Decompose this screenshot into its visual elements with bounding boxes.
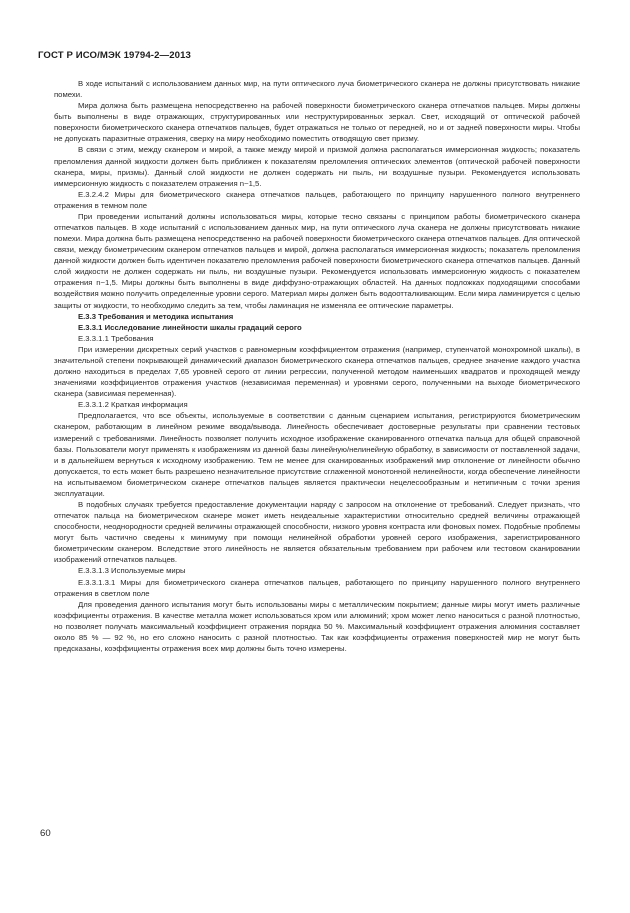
document-header: ГОСТ Р ИСО/МЭК 19794-2—2013 bbox=[38, 50, 191, 61]
subclause-heading: Е.3.2.4.2 Миры для биометрического сканера отпечатков пальцев, работающего по принципу нарушенного полного внутреннего отражения в темном поле bbox=[54, 189, 580, 210]
section-heading: Е.3.3 Требования и методика испытания bbox=[78, 311, 234, 321]
subclause-heading: Е.3.3.1.3 Используемые миры bbox=[78, 566, 186, 576]
document-body bbox=[54, 78, 580, 654]
paragraph: В ходе испытаний с использованием данных мир, на пути оптического луча биометрического сканера не должны присутствовать никакие помехи. bbox=[54, 79, 580, 100]
subclause-heading: Е.3.3.1.1 Требования bbox=[78, 333, 154, 343]
paragraph: При проведении испытаний должны использоваться миры, которые тесно связаны с принципом работы биометрического сканера отпечатков пальцев. В ходе испытаний с использованием данных мир, на пути оптического луча сканера не должны присутствовать никакие помехи. Мира должна быть размещена непосредственно на рабочей поверхности биометрического сканера отпечатков пальцев. Для оптической связи, между биометрическим сканером отпечатков пальцев и мирой, должна располагаться иммерсионная жидкость; показатель преломления данной жидкости должен быть идентичен показателю преломления рабочей поверхности биометрического сканера отпечатков пальцев. Данный слой жидкости не должен содержать ни пыль, ни воздушные пузыри. Рекомендуется использовать иммерсионную жидкость с показателем отражения n~1,5. Миры должны быть выполнены в виде диффузно-отражающих областей. На данных подложках подходящими способами воздействия можно получить определенные уровни серого. Материал миры должен быть водоотталкивающим. Если мира ламинируется с целью защиты от жидкости, то необходимо следить за тем, чтобы ламинация не изменяла ее оптические параметры. bbox=[54, 211, 580, 310]
subclause-heading: Е.3.3.1.3.1 Миры для биометрического сканера отпечатков пальцев, работающего по принципу нарушенного полного внутреннего отражения в светлом поле bbox=[54, 577, 580, 598]
section-heading: Е.3.3.1 Исследование линейности шкалы градаций серого bbox=[78, 322, 302, 332]
paragraph: Предполагается, что все объекты, используемые в соответствии с данным сценарием испытания, регистрируются биометрическим сканером, работающим в линейном режиме ввода/вывода. Линейность обеспечивает достоверные результаты при сравнении тестовых измерений с требованиями. Линейность позволяет получить исходное изображение сканированного отпечатка пальца для общей справочной базы. Пользователи могут применять к изображениям из данной базы линейную/нелинейную обработку, в зависимости от поставленной задачи, и в дальнейшем вернуться к исходному изображению. Тем не менее для сканированных изображений мир отклонение от линейности обычно допускается, то есть может быть разрешено незначительное присутствие сглаженной монотонной нелинейности, когда обеспечение линейности на испытываемом биометрическом сканере отпечатков пальцев является практически нецелесообразным и нетипичным с точки зрения эксплуатации. bbox=[54, 411, 580, 498]
page-number: 60 bbox=[40, 828, 51, 839]
paragraph: Мира должна быть размещена непосредственно на рабочей поверхности биометрического сканера отпечатков пальцев. Миры должны быть выполнены в виде отражающих, структурированных или неструктурированных зеркал. Свет, исходящий от оптической рабочей поверхности биометрического сканера отпечатков пальцев, будет отражаться не только от передней, но и от задней поверхности миры. Чтобы не допускать паразитные отражения, сверху на миру необходимо поместить отводящую свет призму. bbox=[54, 101, 580, 144]
paragraph: В подобных случаях требуется предоставление документации наряду с запросом на отклонение от требований. Следует признать, что отпечаток пальца на биометрическом сканере может иметь неидеальные характеристики относительно средней величины отражающей способности, неоднородности средней величины отражающей способности, низкого уровня контраста или фоновых помех. Подобные проблемы могут быть частично сведены к минимуму при помощи нелинейной обработки уровней серого изображения, зарегистрированного биометрическим сканером. Вследствие этого линейность не является обязательным требованием при рабочем или тестовом сканировании изображений отпечатков пальцев. bbox=[54, 499, 580, 565]
subclause-heading: Е.3.3.1.2 Краткая информация bbox=[78, 400, 188, 410]
paragraph: Для проведения данного испытания могут быть использованы миры с металлическим покрытием; данные миры могут иметь различные коэффициенты отражения. В качестве металла может использоваться хром или алюминий; хром может легко наноситься с разной плотностью, но позволяет получать максимальный коэффициент отражения порядка 50 %. Максимальный коэффициент отражения алюминия составляет около 85 % — 92 %, но его сложно наносить с разной плотностью. Так как коэффициенты отражения поверхностей мир не могут быть предсказаны, коэффициенты отражения всех мир должны быть точно измерены. bbox=[54, 599, 580, 653]
paragraph: В связи с этим, между сканером и мирой, а также между мирой и призмой должна располагаться иммерсионная жидкость; показатель преломления данной жидкости должен быть приближен к показателям преломления оптических элементов (оптической рабочей поверхности сканера, миры, призмы). Данный слой жидкости не должен содержать ни пыль, ни воздушные пузыри. Рекомендуется использовать иммерсионную жидкость с показателем отражения n~1,5. bbox=[54, 145, 580, 188]
paragraph: При измерении дискретных серий участков с равномерным коэффициентом отражения (например, ступенчатой монохромной шкалы), в значительной степени покрывающей динамический диапазон биометрического сканера отпечатков пальцев, среднее значение каждого участка должно находиться в пределах 7,65 уровней серого от линии регрессии, полученной методом наименьших квадратов и проходящей между значениями коэффициентов отражения участков (независимая переменная) и уровнями серого, полученными на выходе биометрического сканера (зависимая переменная). bbox=[54, 344, 580, 399]
